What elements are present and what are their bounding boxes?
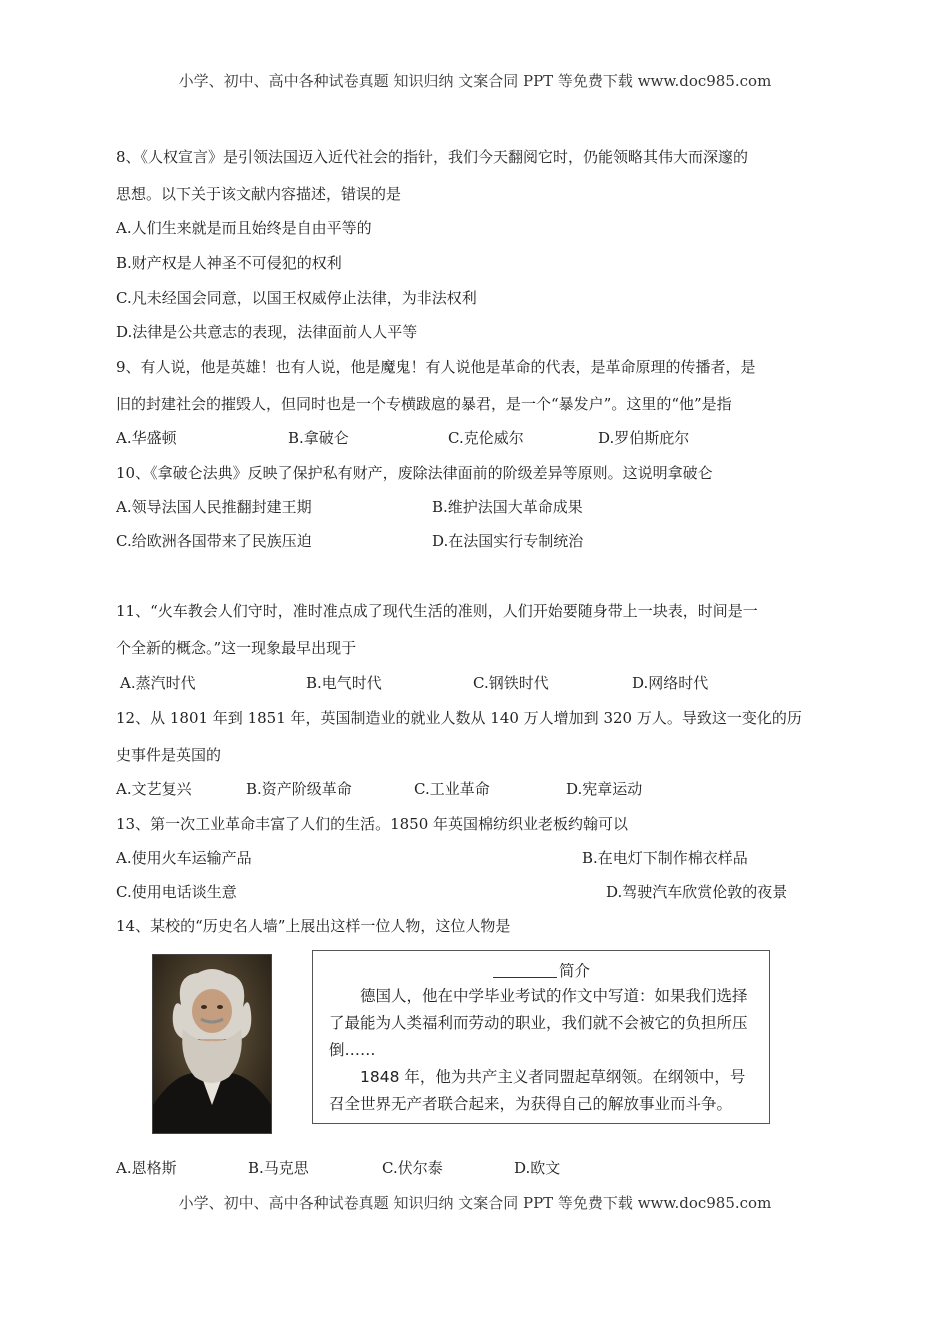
- q8-stem-line1: 8、《人权宣言》是引领法国迈入近代社会的指针，我们今天翻阅它时，仍能领略其伟大而深邃的: [116, 148, 749, 166]
- q14-option-c: C.伏尔泰: [382, 1159, 443, 1177]
- q11-stem-line2: 个全新的概念。”这一现象最早出现于: [116, 639, 357, 657]
- q8-option-a: A.人们生来就是而且始终是自由平等的: [116, 219, 372, 237]
- q9-stem-line1: 9、有人说，他是英雄！也有人说，他是魔鬼！有人说他是革命的代表，是革命原理的传播者，是: [116, 358, 756, 376]
- intro-card-title-text: 简介: [559, 962, 591, 980]
- q8-option-d: D.法律是公共意志的表现，法律面前人人平等: [116, 323, 418, 341]
- q9-stem-line2: 旧的封建社会的摧毁人，但同时也是一个专横跋扈的暴君，是一个“暴发户”。这里的“他”是指: [116, 395, 732, 413]
- q13-option-a: A.使用火车运输产品: [116, 849, 252, 867]
- q13-option-c: C.使用电话谈生意: [116, 883, 237, 901]
- q10-options-row2: [0, 530, 950, 550]
- q9-option-d: D.罗伯斯庇尔: [598, 429, 690, 447]
- q9-options: [0, 427, 950, 447]
- q10-options-row1: [0, 496, 950, 516]
- q10-option-d: D.在法国实行专制统治: [432, 532, 584, 550]
- q12-stem-line1: 12、从 1801 年到 1851 年，英国制造业的就业人数从 140 万人增加到 320 万人。导致这一变化的历: [116, 709, 802, 727]
- q10-option-a: A.领导法国人民推翻封建王期: [116, 498, 312, 516]
- intro-card-paragraph-1: 德国人，他在中学毕业考试的作文中写道：如果我们选择了最能为人类福利而劳动的职业，我们就不会被它的负担所压倒……: [329, 987, 748, 1059]
- q10-stem: 10、《拿破仑法典》反映了保护私有财产，废除法律面前的阶级差异等原则。这说明拿破仑: [116, 464, 713, 482]
- portrait-image: [152, 954, 272, 1134]
- q14-option-d: D.欧文: [514, 1159, 561, 1177]
- q12-option-c: C.工业革命: [414, 780, 490, 798]
- answer-blank: [493, 963, 557, 978]
- q14-options: [0, 1157, 950, 1177]
- q13-options-row1: [0, 847, 950, 867]
- q11-stem-line1: 11、“火车教会人们守时，准时准点成了现代生活的准则，人们开始要随身带上一块表，时间是一: [116, 602, 758, 620]
- q8-option-c: C.凡未经国会同意，以国王权威停止法律，为非法权利: [116, 289, 477, 307]
- page-footer: 小学、初中、高中各种试卷真题 知识归纳 文案合同 PPT 等免费下载 www.doc985.com: [178, 1194, 772, 1212]
- intro-card-title: [493, 959, 590, 981]
- q11-option-a: A.蒸汽时代: [120, 674, 196, 692]
- q10-option-b: B.维护法国大革命成果: [432, 498, 583, 516]
- q9-option-c: C.克伦威尔: [448, 429, 524, 447]
- q12-stem-line2: 史事件是英国的: [116, 746, 222, 764]
- q13-option-b: B.在电灯下制作棉衣样品: [582, 849, 748, 867]
- q12-option-d: D.宪章运动: [566, 780, 643, 798]
- q11-options: [0, 672, 950, 692]
- q13-option-d: D.驾驶汽车欣赏伦敦的夜景: [606, 883, 788, 901]
- q9-option-a: A.华盛顿: [116, 429, 177, 447]
- intro-card-paragraph-2: 1848 年，他为共产主义者同盟起草纲领。在纲领中，号召全世界无产者联合起来，为获得自己的解放事业而斗争。: [329, 1068, 746, 1113]
- q12-option-a: A.文艺复兴: [116, 780, 192, 798]
- q8-stem-line2: 思想。以下关于该文献内容描述，错误的是: [116, 185, 402, 203]
- q9-option-b: B.拿破仑: [288, 429, 349, 447]
- q8-option-b: B.财产权是人神圣不可侵犯的权利: [116, 254, 342, 272]
- q14-stem: 14、某校的“历史名人墙”上展出这样一位人物，这位人物是: [116, 917, 511, 935]
- q10-option-c: C.给欧洲各国带来了民族压迫: [116, 532, 312, 550]
- q12-option-b: B.资产阶级革命: [246, 780, 352, 798]
- q11-option-d: D.网络时代: [632, 674, 709, 692]
- q12-options: [0, 778, 950, 798]
- page-header: 小学、初中、高中各种试卷真题 知识归纳 文案合同 PPT 等免费下载 www.doc985.com: [178, 72, 772, 90]
- q11-option-b: B.电气时代: [306, 674, 382, 692]
- portrait-illustration: [153, 955, 271, 1133]
- q14-option-b: B.马克思: [248, 1159, 309, 1177]
- intro-card: [312, 950, 770, 1124]
- q11-option-c: C.钢铁时代: [473, 674, 549, 692]
- q13-stem: 13、第一次工业革命丰富了人们的生活。1850 年英国棉纺织业老板约翰可以: [116, 815, 629, 833]
- q13-options-row2: [0, 881, 950, 901]
- q14-option-a: A.恩格斯: [116, 1159, 177, 1177]
